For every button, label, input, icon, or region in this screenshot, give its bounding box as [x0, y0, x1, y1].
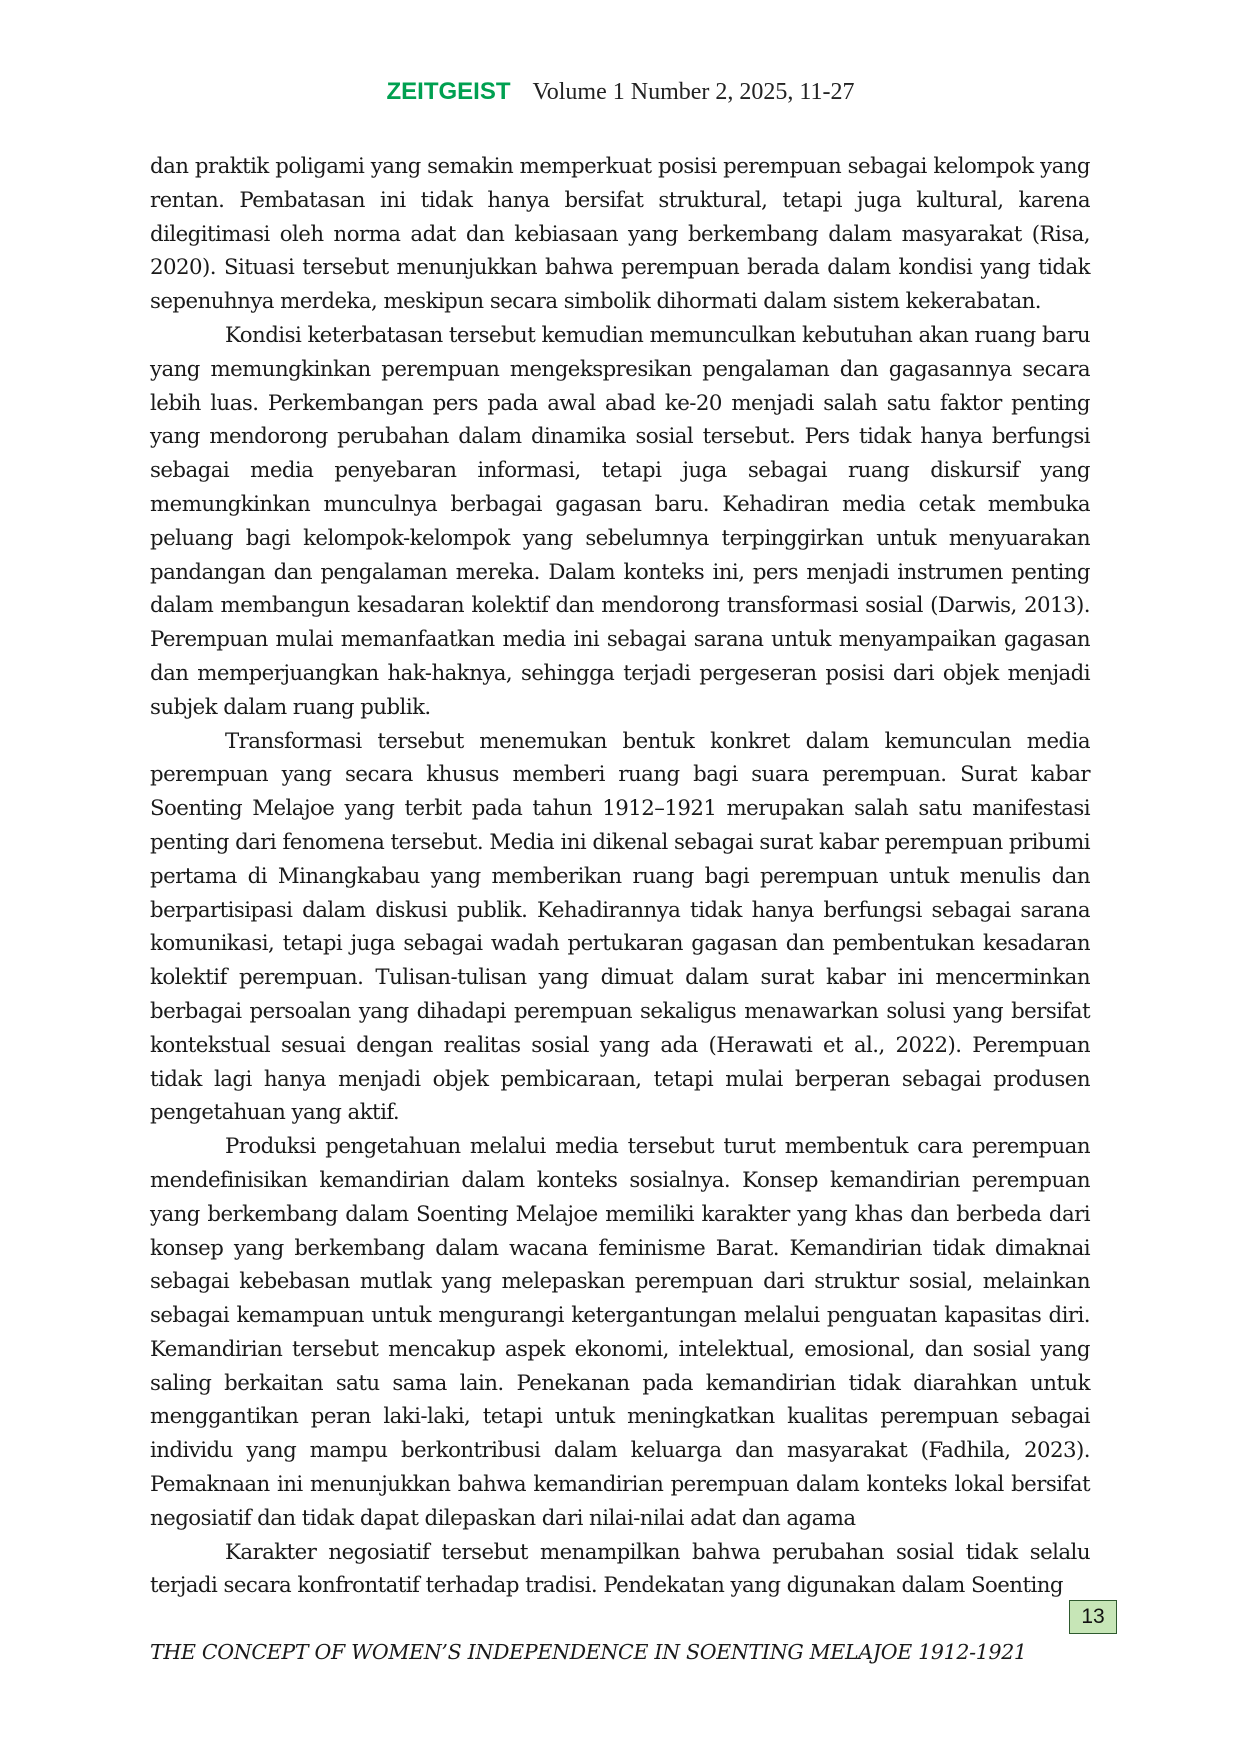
page-number-badge: 13 [1069, 1600, 1117, 1634]
volume-info: Volume 1 Number 2, 2025, 11-27 [532, 79, 855, 105]
body-paragraph: Produksi pengetahuan melalui media tersebut turut membentuk cara perempuan mendefinisikan kemandirian dalam konteks sosialnya. Konsep kemandirian perempuan yang berkembang dalam Soenting Melajoe memiliki karakter yang khas dan berbeda dari konsep yang berkembang dalam wacana feminisme Barat. Kemandirian tidak dimaknai sebagai kebebasan mutlak yang melepaskan perempuan dari struktur sosial, melainkan sebagai kemampuan untuk mengurangi ketergantungan melalui penguatan kapasitas diri. Kemandirian tersebut mencakup aspek ekonomi, intelektual, emosional, dan sosial yang saling berkaitan satu sama lain. Penekanan pada kemandirian tidak diarahkan untuk menggantikan peran laki-laki, tetapi untuk meningkatkan kualitas perempuan sebagai individu yang mampu berkontribusi dalam keluarga dan masyarakat (Fadhila, 2023). Pemaknaan ini menunjukkan bahwa kemandirian perempuan dalam konteks lokal bersifat negosiatif dan tidak dapat dilepaskan dari nilai-nilai adat dan agama [150, 1134, 1090, 1531]
journal-name: ZEITGEIST [386, 78, 511, 105]
body-paragraph: dan praktik poligami yang semakin memperkuat posisi perempuan sebagai kelompok yang rentan. Pembatasan ini tidak hanya bersifat struktural, tetapi juga kultural, karena dilegitimasi oleh norma adat dan kebiasaan yang berkembang dalam masyarakat (Risa, 2020). Situasi tersebut menunjukkan bahwa perempuan berada dalam kondisi yang tidak sepenuhnya merdeka, meskipun secara simbolik dihormati dalam sistem kekerabatan. [150, 154, 1090, 315]
body-paragraph: Kondisi keterbatasan tersebut kemudian memunculkan kebutuhan akan ruang baru yang memungkinkan perempuan mengekspresikan pengalaman dan gagasannya secara lebih luas. Perkembangan pers pada awal abad ke-20 menjadi salah satu faktor penting yang mendorong perubahan dalam dinamika sosial tersebut. Pers tidak hanya berfungsi sebagai media penyebaran informasi, tetapi juga sebagai ruang diskursif yang memungkinkan munculnya berbagai gagasan baru. Kehadiran media cetak membuka peluang bagi kelompok-kelompok yang sebelumnya terpinggirkan untuk menyuarakan pandangan dan pengalaman mereka. Dalam konteks ini, pers menjadi instrumen penting dalam membangun kesadaran kolektif dan mendorong transformasi sosial (Darwis, 2013). Perempuan mulai memanfaatkan media ini sebagai sarana untuk menyampaikan gagasan dan memperjuangkan hak-haknya, sehingga terjadi pergeseran posisi dari objek menjadi subjek dalam ruang publik. [150, 322, 1090, 720]
body-paragraph: Transformasi tersebut menemukan bentuk konkret dalam kemunculan media perempuan yang secara khusus memberi ruang bagi suara perempuan. Surat kabar Soenting Melajoe yang terbit pada tahun 1912–1921 merupakan salah satu manifestasi penting dari fenomena tersebut. Media ini dikenal sebagai surat kabar perempuan pribumi pertama di Minangkabau yang memberikan ruang bagi perempuan untuk menulis dan berpartisipasi dalam diskusi publik. Kehadirannya tidak hanya berfungsi sebagai sarana komunikasi, tetapi juga sebagai wadah pertukaran gagasan dan pembentukan kesadaran kolektif perempuan. Tulisan-tulisan yang dimuat dalam surat kabar ini mencerminkan berbagai persoalan yang dihadapi perempuan sekaligus menawarkan solusi yang bersifat kontekstual sesuai dengan realitas sosial yang ada (Herawati et al., 2022). Perempuan tidak lagi hanya menjadi objek pembicaraan, tetapi mulai berperan sebagai produsen pengetahuan yang aktif. [150, 728, 1090, 1126]
article-body [150, 150, 1090, 1603]
running-footer-title: THE CONCEPT OF WOMEN’S INDEPENDENCE IN SOENTING MELAJOE 1912-1921 [150, 1640, 1027, 1664]
running-header [0, 76, 1241, 107]
body-paragraph: Karakter negosiatif tersebut menampilkan bahwa perubahan sosial tidak selalu terjadi secara konfrontatif terhadap tradisi. Pendekatan yang digunakan dalam Soenting [150, 1539, 1090, 1599]
